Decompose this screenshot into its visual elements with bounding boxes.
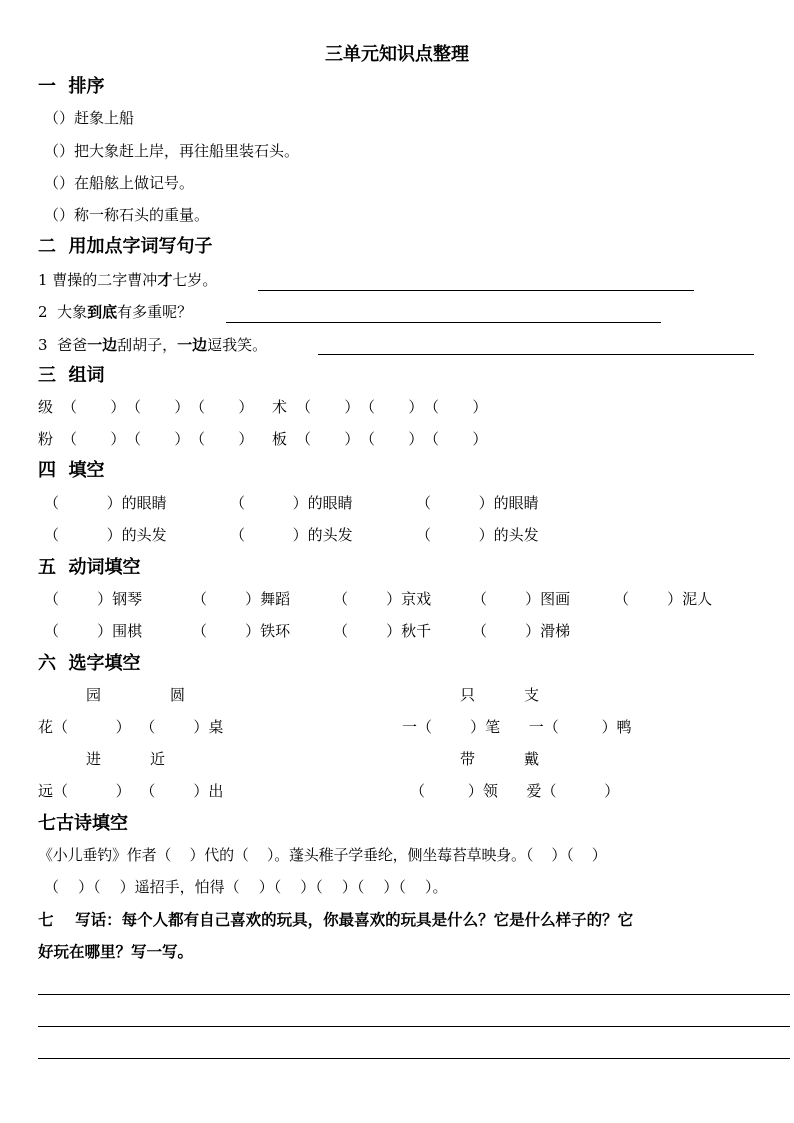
choice-line[interactable]: （ ）领 爱（ ）	[410, 782, 620, 800]
word-char: 级	[38, 398, 54, 416]
word-char: 粉	[38, 430, 54, 448]
section-heading-words: 三 组词	[38, 365, 105, 386]
fill-item[interactable]: （ ）的头发	[230, 526, 353, 544]
section-heading-fill: 四 填空	[38, 460, 105, 481]
verb-item[interactable]: （ ）京戏	[333, 590, 432, 608]
sentence-prompt-1: 1 曹操的二字曹冲才七岁。	[38, 271, 218, 289]
choice-char: 园	[86, 686, 102, 704]
choice-line[interactable]: 一（ ）笔 一（ ）鸭	[402, 718, 632, 736]
choice-char: 戴	[524, 750, 540, 768]
verb-item[interactable]: （ ）图画	[472, 590, 571, 608]
word-char: 术	[272, 398, 288, 416]
word-blank[interactable]: （ ）	[190, 430, 254, 448]
word-blank[interactable]: （ ）	[424, 430, 488, 448]
sentence-prompt-3: 3 爸爸一边刮胡子，一边逗我笑。	[38, 336, 268, 354]
poem-line-1[interactable]: 《小儿垂钓》作者（ ）代的（ ）。蓬头稚子学垂纶，侧坐莓苔草映身。（ ）（ ）	[38, 846, 607, 864]
choice-char: 带	[460, 750, 476, 768]
order-item: （）称一称石头的重量。	[44, 206, 210, 224]
word-blank[interactable]: （ ）	[190, 398, 254, 416]
page-title: 三单元知识点整理	[325, 44, 469, 65]
order-item: （）在船舷上做记号。	[44, 174, 195, 192]
fill-item[interactable]: （ ）的眼睛	[416, 494, 539, 512]
poem-line-2[interactable]: （ ）（ ）遥招手，怕得（ ）（ ）（ ）（ ）（ ）。	[44, 878, 448, 896]
verb-item[interactable]: （ ）铁环	[192, 622, 291, 640]
word-blank[interactable]: （ ）	[360, 430, 424, 448]
word-blank[interactable]: （ ）	[62, 430, 126, 448]
order-item: （）把大象赶上岸，再往船里装石头。	[44, 142, 300, 160]
choice-line[interactable]: 远（ ） （ ）出	[38, 782, 224, 800]
fill-item[interactable]: （ ）的头发	[44, 526, 167, 544]
fill-item[interactable]: （ ）的眼睛	[230, 494, 353, 512]
word-blank[interactable]: （ ）	[424, 398, 488, 416]
word-blank[interactable]: （ ）	[62, 398, 126, 416]
sentence-prompt-2: 2 大象到底有多重呢？	[38, 303, 193, 321]
order-item: （）赶象上船	[44, 109, 135, 127]
verb-item[interactable]: （ ）围棋	[44, 622, 143, 640]
word-blank[interactable]: （ ）	[296, 398, 360, 416]
fill-item[interactable]: （ ）的眼睛	[44, 494, 167, 512]
word-blank[interactable]: （ ）	[296, 430, 360, 448]
answer-line-1[interactable]	[258, 290, 694, 291]
word-blank[interactable]: （ ）	[360, 398, 424, 416]
word-char: 板	[272, 430, 288, 448]
choice-char: 圆	[170, 686, 186, 704]
writing-line[interactable]	[38, 994, 790, 995]
section-heading-poem: 七古诗填空	[38, 813, 128, 834]
word-blank[interactable]: （ ）	[126, 398, 190, 416]
choice-char: 只	[460, 686, 476, 704]
section-heading-verbs: 五 动词填空	[38, 557, 141, 578]
verb-item[interactable]: （ ）泥人	[614, 590, 713, 608]
section-heading-sentences: 二 用加点字词写句子	[38, 236, 213, 257]
answer-line-3[interactable]	[318, 354, 754, 355]
verb-item[interactable]: （ ）滑梯	[472, 622, 571, 640]
word-blank[interactable]: （ ）	[126, 430, 190, 448]
choice-char: 支	[524, 686, 540, 704]
section-heading-order: 一 排序	[38, 76, 105, 97]
choice-line[interactable]: 花（ ） （ ）桌	[38, 718, 224, 736]
choice-char: 近	[150, 750, 166, 768]
choice-char: 进	[86, 750, 102, 768]
writing-prompt-line-1: 七 写话：每个人都有自己喜欢的玩具，你最喜欢的玩具是什么？它是什么样子的？它	[38, 910, 634, 929]
writing-line[interactable]	[38, 1026, 790, 1027]
verb-item[interactable]: （ ）秋千	[333, 622, 432, 640]
verb-item[interactable]: （ ）钢琴	[44, 590, 143, 608]
writing-prompt-line-2: 好玩在哪里？写一写。	[38, 942, 194, 961]
answer-line-2[interactable]	[226, 322, 661, 323]
fill-item[interactable]: （ ）的头发	[416, 526, 539, 544]
verb-item[interactable]: （ ）舞蹈	[192, 590, 291, 608]
section-heading-choose: 六 选字填空	[38, 653, 141, 674]
writing-line[interactable]	[38, 1058, 790, 1059]
